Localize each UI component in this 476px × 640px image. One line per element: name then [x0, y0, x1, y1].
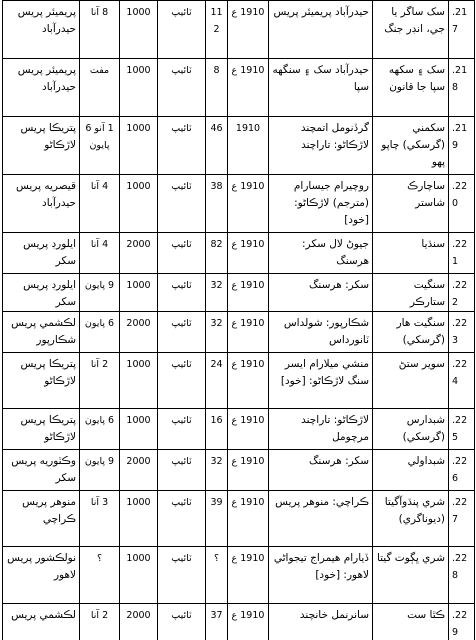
pages-cell: 32 — [206, 450, 228, 491]
entry-number: .221 — [449, 233, 475, 274]
table-row — [3, 59, 475, 117]
entry-number: .223 — [449, 312, 475, 353]
copies-cell: 2000 — [120, 233, 158, 274]
press-cell: منوهر پريس ڪراچي — [3, 491, 80, 547]
catalog-table — [2, 0, 475, 640]
pages-cell: 39 — [206, 491, 228, 547]
price-cell: 1 آنو 6 پايون — [80, 117, 120, 175]
pages-cell: 8 — [206, 59, 228, 117]
year-cell: 1910 ع — [228, 274, 269, 312]
price-cell: ؟ — [80, 547, 120, 604]
year-cell: 1910 ع — [228, 59, 269, 117]
table-row — [3, 117, 475, 175]
copies-cell: 1000 — [120, 353, 158, 409]
print-type-cell: ٽائيپ — [158, 450, 206, 491]
table-row — [3, 1, 475, 59]
pages-cell: 16 — [206, 409, 228, 450]
price-cell: 6 پايون — [80, 409, 120, 450]
title-cell: سوير ستڻ — [373, 353, 449, 409]
title-cell: سک ۽ سکهه سپا جا قانون — [373, 59, 449, 117]
print-type-cell: ٽائيپ — [158, 547, 206, 604]
table-row — [3, 450, 475, 491]
pages-cell: 46 — [206, 117, 228, 175]
press-cell: لڪشمي پريس — [3, 604, 80, 640]
press-cell: پريميئر پريس حيدرآباد — [3, 59, 80, 117]
entry-number: .228 — [449, 547, 475, 604]
price-cell: 6 پايون — [80, 312, 120, 353]
table-row — [3, 353, 475, 409]
copies-cell: 1000 — [120, 547, 158, 604]
copies-cell: 1000 — [120, 59, 158, 117]
entry-number: .229 — [449, 604, 475, 640]
title-cell: شبدارس (گرسکي) — [373, 409, 449, 450]
print-type-cell: ٽائيپ — [158, 233, 206, 274]
author-publisher-cell: سکر: هرسنگ — [269, 274, 373, 312]
table-row — [3, 312, 475, 353]
author-publisher-cell: سکر: هرسنگ — [269, 450, 373, 491]
title-cell: شري ڀڳوت گيتا — [373, 547, 449, 604]
press-cell: ايلورڊ پريس سکر — [3, 233, 80, 274]
pages-cell: ؟ — [206, 547, 228, 604]
press-cell: پريميئر پريس حيدرآباد — [3, 1, 80, 59]
author-publisher-cell: جيوڻ لال سکر: هرسنگ — [269, 233, 373, 274]
year-cell: 1910 ع — [228, 604, 269, 640]
press-cell: ايلورڊ پريس سکر — [3, 274, 80, 312]
entry-number: .220 — [449, 175, 475, 233]
table-row — [3, 604, 475, 640]
year-cell: 1910 ع — [228, 233, 269, 274]
copies-cell: 1000 — [120, 175, 158, 233]
copies-cell: 1000 — [120, 491, 158, 547]
author-publisher-cell: ڪراچي: منوهر پريس — [269, 491, 373, 547]
table-row — [3, 175, 475, 233]
entry-number: .226 — [449, 450, 475, 491]
copies-cell: 2000 — [120, 604, 158, 640]
press-cell: نولڪشور پريس لاهور — [3, 547, 80, 604]
year-cell: 1910 ع — [228, 491, 269, 547]
title-cell: سنگيت ستارڪر — [373, 274, 449, 312]
copies-cell: 2000 — [120, 450, 158, 491]
author-publisher-cell: روچيرام جيسارام (مترجم) لاڙڪاڻو: [خود] — [269, 175, 373, 233]
title-cell: شري پنڌوآگيتا (ديوناگري) — [373, 491, 449, 547]
author-publisher-cell: حيدرآباد پريميئر پريس — [269, 1, 373, 59]
year-cell: 1910 ع — [228, 1, 269, 59]
pages-cell: 82 — [206, 233, 228, 274]
title-cell: سک ساگر يا جي، انڊر جنگ — [373, 1, 449, 59]
year-cell: 1910 ع — [228, 175, 269, 233]
entry-number: .222 — [449, 274, 475, 312]
title-cell: سنگيت هار (گرسکي) — [373, 312, 449, 353]
price-cell: 8 آنا — [80, 1, 120, 59]
title-cell: سکمني (گرسکي) چاپو پهو — [373, 117, 449, 175]
title-cell: شبداولي — [373, 450, 449, 491]
pages-cell: 37 — [206, 604, 228, 640]
year-cell: 1910 ع — [228, 450, 269, 491]
copies-cell: 1000 — [120, 1, 158, 59]
pages-cell: 38 — [206, 175, 228, 233]
print-type-cell: ٽائيپ — [158, 117, 206, 175]
print-type-cell: ٽائيپ — [158, 175, 206, 233]
price-cell: 2 آنا — [80, 604, 120, 640]
press-cell: پتريڪا پريس لاڙڪاڻو — [3, 409, 80, 450]
price-cell: 2 آنا — [80, 353, 120, 409]
author-publisher-cell: ڏيارام هيمراج تيجواڻي لاهور: [خود] — [269, 547, 373, 604]
copies-cell: 1000 — [120, 117, 158, 175]
price-cell: 3 آنا — [80, 491, 120, 547]
pages-cell: 32 — [206, 312, 228, 353]
entry-number: .224 — [449, 353, 475, 409]
print-type-cell: ٽائيپ — [158, 1, 206, 59]
press-cell: قيصريه پريس حيدرآباد — [3, 175, 80, 233]
table-row — [3, 491, 475, 547]
print-type-cell: ٽائيپ — [158, 312, 206, 353]
copies-cell: 2000 — [120, 312, 158, 353]
price-cell: مفت — [80, 59, 120, 117]
copies-cell: 1000 — [120, 409, 158, 450]
author-publisher-cell: سانرنمل خانچند — [269, 604, 373, 640]
year-cell: 1910 — [228, 117, 269, 175]
entry-number: .217 — [449, 1, 475, 59]
entry-number: .218 — [449, 59, 475, 117]
price-cell: 4 آنا — [80, 175, 120, 233]
press-cell: پتريڪا پريس لاڙڪاڻو — [3, 353, 80, 409]
table-row — [3, 274, 475, 312]
press-cell: وڪٽوريه پريس سکر — [3, 450, 80, 491]
title-cell: ڪٿا ست — [373, 604, 449, 640]
table-row — [3, 547, 475, 604]
year-cell: 1910 ع — [228, 312, 269, 353]
press-cell: لڪشمي پريس شڪارپور — [3, 312, 80, 353]
print-type-cell: ٽائيپ — [158, 59, 206, 117]
pages-cell: 32 — [206, 274, 228, 312]
author-publisher-cell: منشي ميلارام ايسر سنگ لاڙڪاڻو: [خود] — [269, 353, 373, 409]
copies-cell: 1000 — [120, 274, 158, 312]
author-publisher-cell: حيدرآباد سک ۽ سنگهه سپا — [269, 59, 373, 117]
author-publisher-cell: شڪارپور: شولداس ٽانورداس — [269, 312, 373, 353]
entry-number: .225 — [449, 409, 475, 450]
year-cell: 1910 ع — [228, 409, 269, 450]
catalog-rows — [3, 1, 475, 640]
pages-cell: 112 — [206, 1, 228, 59]
year-cell: 1910 ع — [228, 353, 269, 409]
price-cell: 9 پايون — [80, 274, 120, 312]
title-cell: سنڌيا — [373, 233, 449, 274]
price-cell: 4 آنا — [80, 233, 120, 274]
print-type-cell: ٽائيپ — [158, 409, 206, 450]
author-publisher-cell: لاڙڪاڻو: تاراچند مرچومل — [269, 409, 373, 450]
press-cell: پتريڪا پريس لاڙڪاڻو — [3, 117, 80, 175]
year-cell: 1910 ع — [228, 547, 269, 604]
table-row — [3, 409, 475, 450]
entry-number: .219 — [449, 117, 475, 175]
entry-number: .227 — [449, 491, 475, 547]
author-publisher-cell: گرڏنومل اتمچند لاڙڪاڻو: تاراچند — [269, 117, 373, 175]
table-row — [3, 233, 475, 274]
pages-cell: 24 — [206, 353, 228, 409]
print-type-cell: ٽائيپ — [158, 353, 206, 409]
title-cell: ساچارڪ شاستر — [373, 175, 449, 233]
print-type-cell: ٽائيپ — [158, 491, 206, 547]
print-type-cell: ٽائيپ — [158, 274, 206, 312]
price-cell: 9 پايون — [80, 450, 120, 491]
print-type-cell: ٽائيپ — [158, 604, 206, 640]
